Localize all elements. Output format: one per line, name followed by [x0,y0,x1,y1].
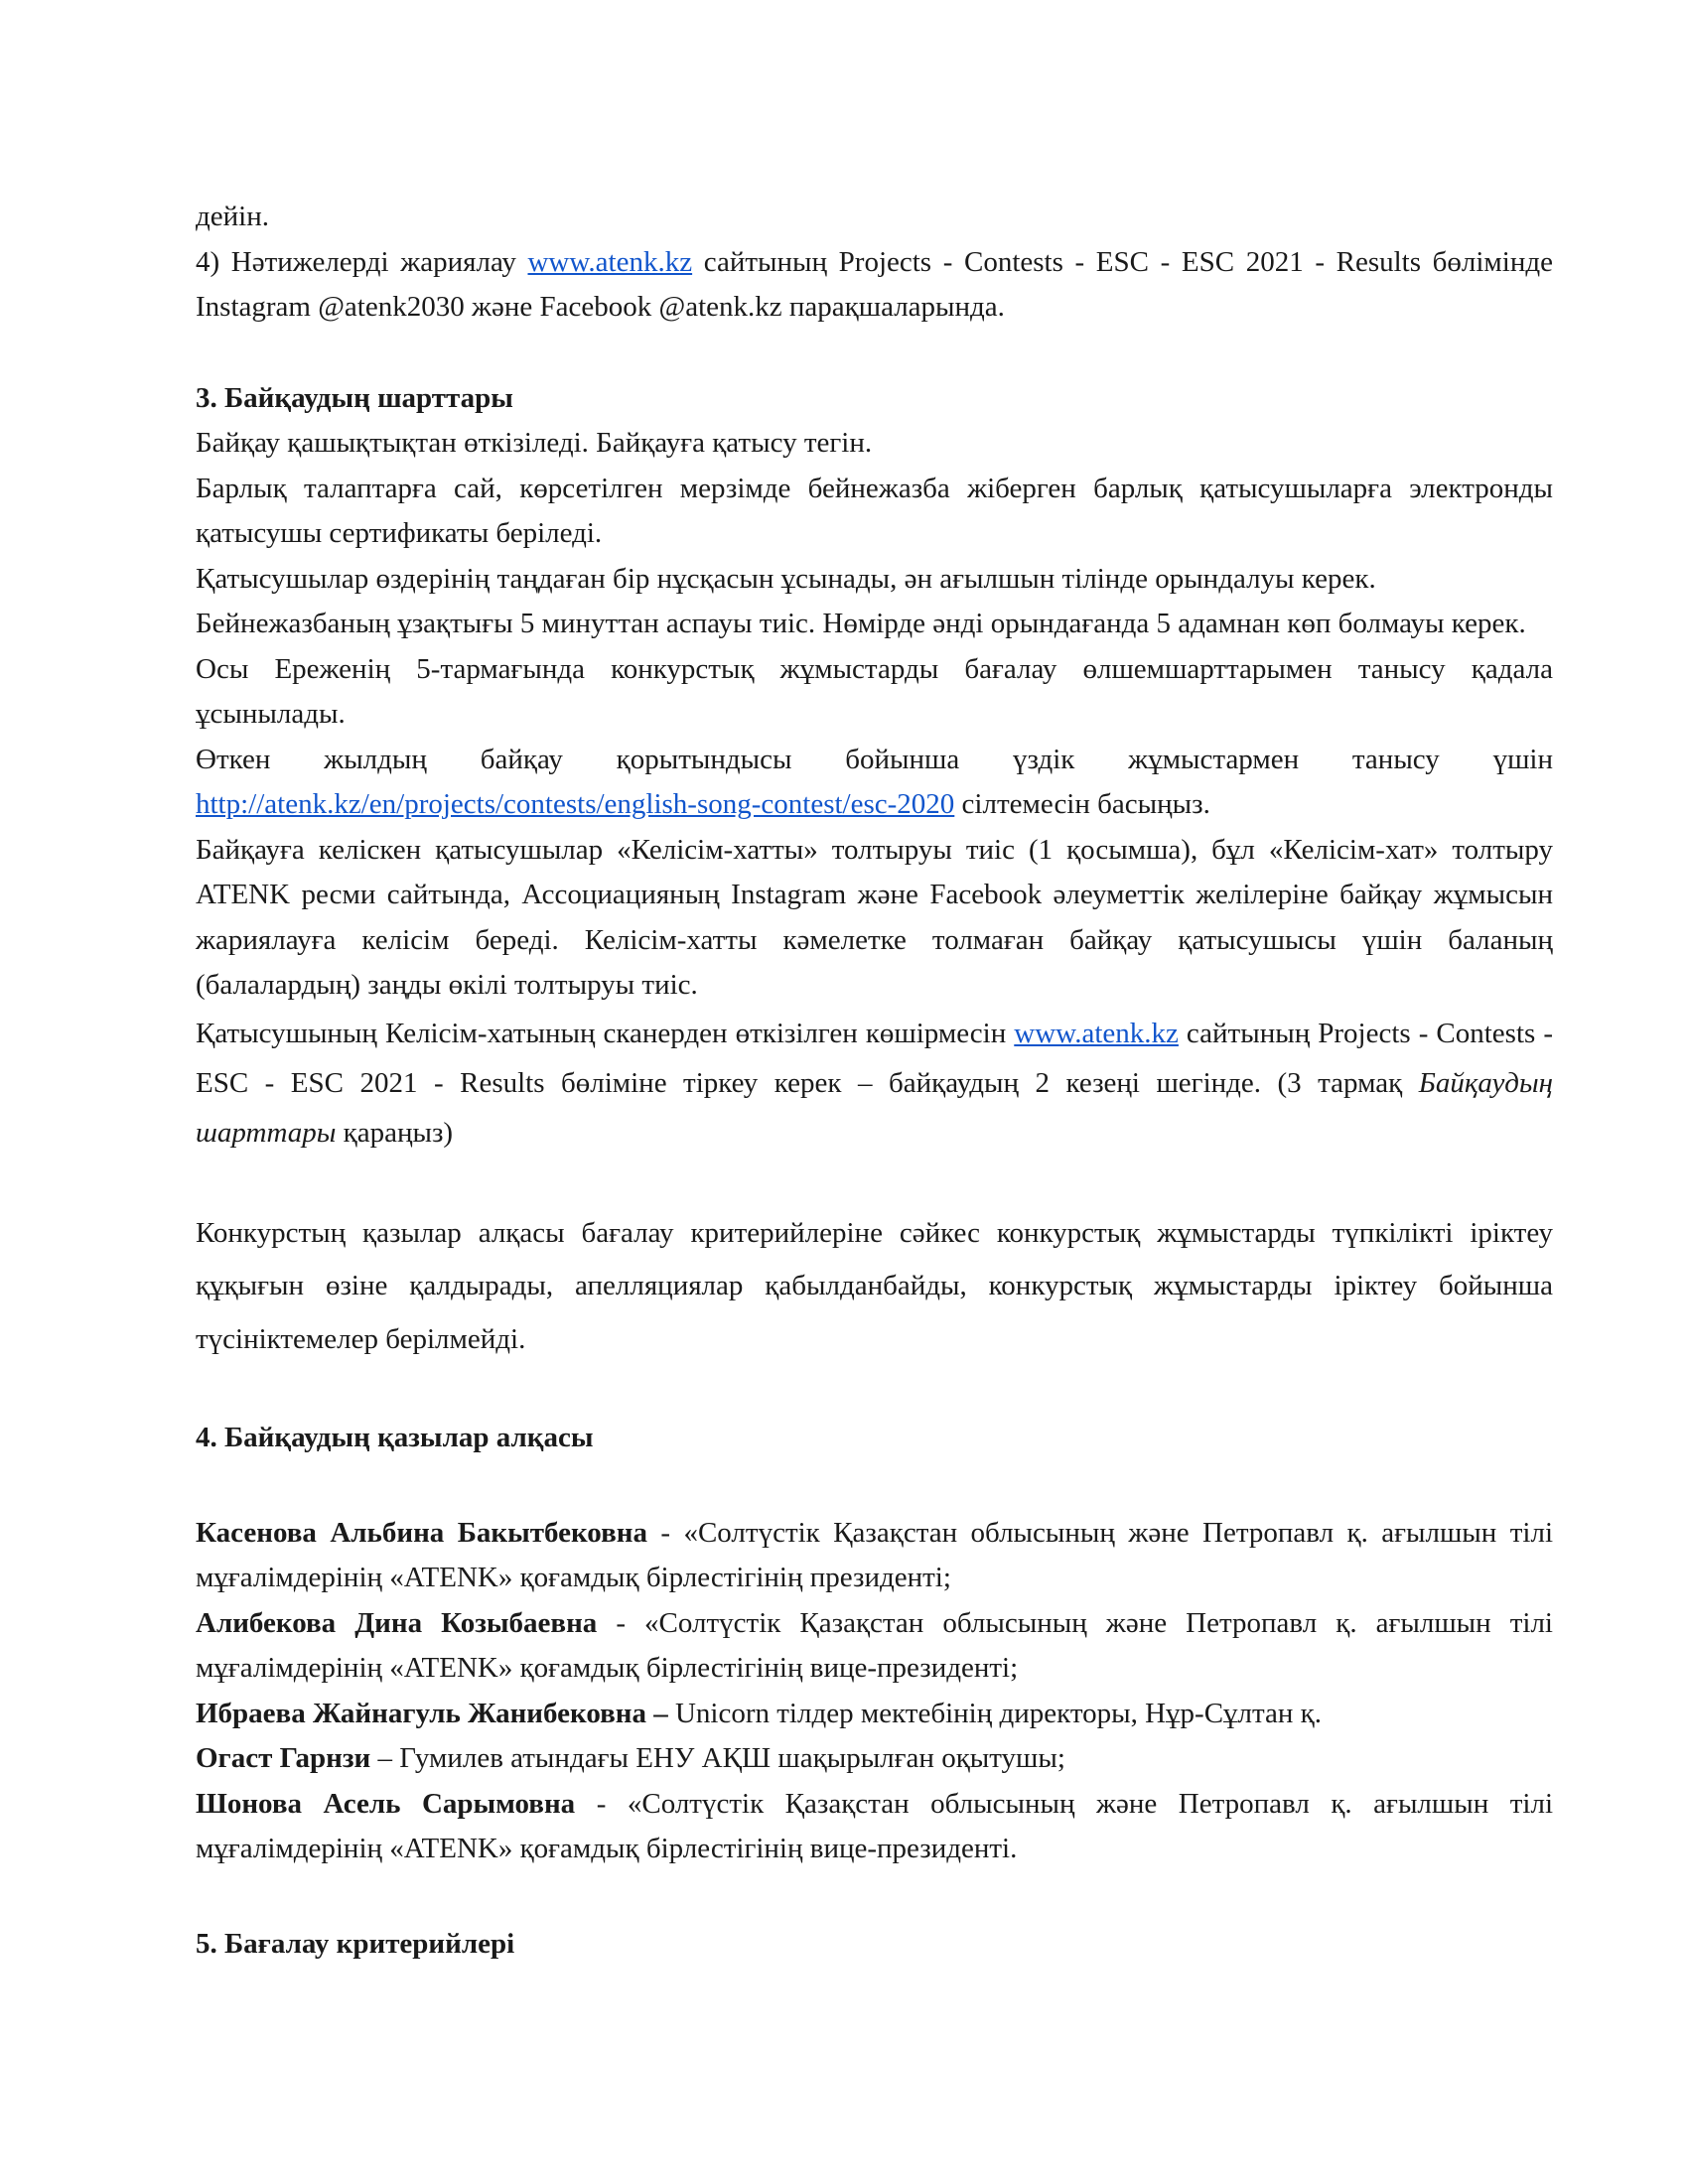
paragraph-jury-rights: Конкурстың қазылар алқасы бағалау критерийлеріне сәйкес конкурстық жұмыстарды түпкілікті іріктеу құқығын өзіне қалдырады, апелляциялар қабылданбайды, конкурстық жұмыстарды іріктеу бойынша түсініктемелер берілмейді. [196,1216,1553,1355]
paragraph-last-year-link: http://atenk.kz/en/projects/contests/english-song-contest/esc-2020 сілтемесін басыңыз. [196,788,1210,820]
paragraph-certificate: Барлық талаптарға сай, көрсетілген мерзімде бейнежазба жіберген барлық қатысушыларға электронды қатысушы сертификаты беріледі. [196,472,1553,549]
atenk-site-link-2[interactable]: www.atenk.kz [1014,1017,1179,1049]
paragraph-criteria-advice: Осы Ереженің 5-тармағында конкурстық жұмыстарды бағалау өлшемшарттарымен танысу қадала ұсынылады. [196,652,1553,730]
jury-member: Ибраева Жайнагуль Жанибековна – Unicorn тілдер мектебінің директоры, Нұр-Сұлтан қ. [196,1697,1323,1729]
jury-member: Шонова Асель Сарымовна - «Солтүстік Қазақстан облысының және Петропавл қ. ағылшын тілі мұғалімдерінің «ATENK» қоғамдық бірлестігінің вице-президенті. [196,1787,1554,1864]
document-page [196,195,1553,1967]
section-5-heading: 5. Бағалау критерийлері [196,1927,515,1960]
paragraph-last-year-line: Өткен жылдың байқау қорытындысы бойынша үздік жұмыстармен танысу үшін [196,743,1553,775]
paragraph-consent-letter: Байқауға келіскен қатысушылар «Келісім-хатты» толтыруы тиіс (1 қосымша), бұл «Келісім-хат» толтыру ATENK ресми сайтында, Ассоциацияның Instagram және Facebook әлеуметтік желілеріне байқау жұмысын жариялауға келісім береді. Келісім-хатты кәмелетке толмаған байқау қатысушысы үшін баланың (балалардың) заңды өкілі толтыруы тиіс. [196,833,1553,1001]
paragraph-video-duration: Бейнежазбаның ұзақтығы 5 минуттан аспауы тиіс. Нөмірде әнді орындағанда 5 адамнан көп болмауы керек. [196,608,1526,639]
section-4-heading: 4. Байқаудың қазылар алқасы [196,1422,594,1453]
jury-member: Касенова Альбина Бакытбековна - «Солтүстік Қазақстан облысының және Петропавл қ. ағылшын тілі мұғалімдерінің «ATENK» қоғамдық бірлестігінің президенті; [196,1516,1554,1593]
section-3-heading: 3. Байқаудың шарттары [196,381,513,414]
paragraph-date-tail: дейін. [196,201,269,232]
paragraph-one-version: Қатысушылар өздерінің таңдаған бір нұсқасын ұсынады, ән ағылшын тілінде орындалуы керек. [196,562,1376,595]
paragraph-results-publication: 4) Нәтижелерді жариялау www.atenk.kz сайтының Projects - Contests - ESC - ESC 2021 - Results бөлімінде Instagram @atenk2030 және Facebook @atenk.kz парақшаларында. [196,245,1553,323]
esc-2020-link[interactable]: http://atenk.kz/en/projects/contests/english-song-contest/esc-2020 [196,788,955,820]
jury-member: Алибекова Дина Козыбаевна - «Солтүстік Қазақстан облысының және Петропавл қ. ағылшын тілі мұғалімдерінің «ATENK» қоғамдық бірлестігінің вице-президенті; [196,1606,1553,1684]
jury-member: Огаст Гарнзи – Гумилев атындағы ЕНУ АҚШ шақырылған оқытушы; [196,1742,1065,1774]
paragraph-remote-free: Байқау қашықтықтан өткізіледі. Байқауға қатысу тегін. [196,427,873,459]
atenk-site-link[interactable]: www.atenk.kz [527,245,693,278]
paragraph-consent-upload: Қатысушының Келісім-хатының сканерден өткізілген көшірмесін www.atenk.kz сайтының Projects - Contests - ESC - ESC 2021 - Results бөліміне тіркеу керек – байқаудың 2 кезеңі шегінде. (3 тармақ Байқаудың шарттары қараңыз) [196,1017,1553,1149]
